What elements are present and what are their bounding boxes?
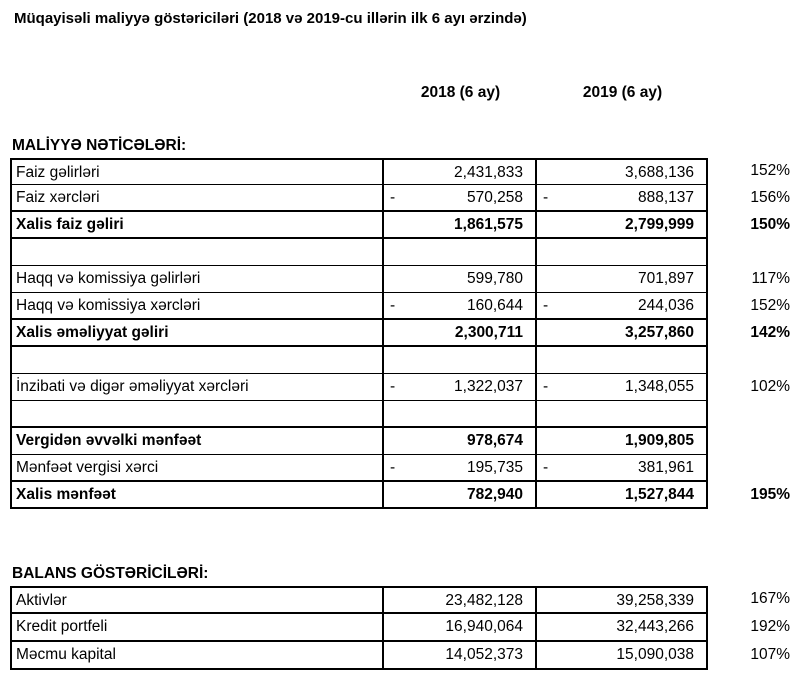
value-2018 bbox=[384, 586, 537, 614]
table-row bbox=[10, 428, 800, 455]
value-2018 bbox=[384, 374, 537, 401]
amount-2018: 1,322,037 bbox=[454, 378, 523, 395]
amount-2018: 2,431,833 bbox=[454, 164, 523, 181]
table-row bbox=[10, 239, 800, 266]
section-heading-financial-results: MALİYYƏ NƏTİCƏLƏRİ: bbox=[12, 137, 187, 154]
percent-change bbox=[708, 455, 790, 482]
amount-2018: 23,482,128 bbox=[445, 592, 523, 609]
amount-2019: 381,961 bbox=[637, 459, 694, 476]
minus-sign-2018: - bbox=[390, 378, 396, 395]
percent-change: 117% bbox=[751, 270, 790, 287]
amount-2018: 570,258 bbox=[466, 189, 523, 206]
value-2019 bbox=[537, 185, 708, 212]
row-label: Aktivlər bbox=[10, 586, 384, 614]
table-row bbox=[10, 455, 800, 482]
table-row bbox=[10, 185, 800, 212]
row-label: Faiz xərcləri bbox=[10, 185, 384, 212]
table-row bbox=[10, 347, 800, 374]
percent-change: 195% bbox=[750, 486, 790, 503]
page-title: Müqayisəli maliyyə göstəriciləri (2018 və 2019-cu illərin ilk 6 ayı ərzində) bbox=[14, 10, 527, 27]
table-row bbox=[10, 401, 800, 428]
value-2018 bbox=[384, 347, 537, 374]
minus-sign-2018: - bbox=[390, 297, 396, 314]
value-2019 bbox=[537, 428, 708, 455]
value-2018 bbox=[384, 614, 537, 642]
value-2018 bbox=[384, 158, 537, 185]
value-2019 bbox=[537, 374, 708, 401]
row-label: Xalis mənfəət bbox=[10, 482, 384, 509]
row-label: Xalis faiz gəliri bbox=[10, 212, 384, 239]
amount-2019: 3,688,136 bbox=[625, 164, 694, 181]
percent-change: 152% bbox=[750, 162, 790, 179]
amount-2019: 701,897 bbox=[637, 270, 694, 287]
percent-change: 167% bbox=[750, 590, 790, 607]
value-2018 bbox=[384, 239, 537, 266]
table-row bbox=[10, 320, 800, 347]
amount-2018: 782,940 bbox=[466, 486, 523, 503]
value-2018 bbox=[384, 320, 537, 347]
value-2018 bbox=[384, 185, 537, 212]
row-label: Məcmu kapital bbox=[10, 642, 384, 670]
value-2019 bbox=[537, 320, 708, 347]
percent-change bbox=[708, 239, 790, 266]
financial-results-table bbox=[10, 158, 800, 509]
minus-sign-2019: - bbox=[543, 459, 549, 476]
value-2019 bbox=[537, 401, 708, 428]
row-label: İnzibati və digər əməliyyat xərcləri bbox=[10, 374, 384, 401]
row-label bbox=[10, 239, 384, 266]
value-2018 bbox=[384, 428, 537, 455]
table-row bbox=[10, 586, 800, 614]
section-heading-balance-indicators: BALANS GÖSTƏRİCİLƏRİ: bbox=[12, 565, 209, 582]
amount-2018: 978,674 bbox=[466, 432, 523, 449]
value-2019 bbox=[537, 614, 708, 642]
percent-change bbox=[708, 401, 790, 428]
table-row bbox=[10, 212, 800, 239]
amount-2019: 3,257,860 bbox=[625, 324, 694, 341]
amount-2019: 2,799,999 bbox=[625, 216, 694, 233]
percent-change: 192% bbox=[750, 618, 790, 635]
amount-2019: 32,443,266 bbox=[616, 618, 694, 635]
balance-indicators-table bbox=[10, 586, 800, 670]
percent-change: 107% bbox=[750, 646, 790, 663]
row-label bbox=[10, 347, 384, 374]
value-2018 bbox=[384, 455, 537, 482]
value-2018 bbox=[384, 642, 537, 670]
amount-2019: 888,137 bbox=[637, 189, 694, 206]
value-2018 bbox=[384, 266, 537, 293]
amount-2018: 2,300,711 bbox=[454, 324, 523, 341]
value-2019 bbox=[537, 212, 708, 239]
value-2019 bbox=[537, 347, 708, 374]
table-row bbox=[10, 482, 800, 509]
row-label: Mənfəət vergisi xərci bbox=[10, 455, 384, 482]
row-label: Xalis əməliyyat gəliri bbox=[10, 320, 384, 347]
row-label: Kredit portfeli bbox=[10, 614, 384, 642]
row-label: Faiz gəlirləri bbox=[10, 158, 384, 185]
row-label: Haqq və komissiya xərcləri bbox=[10, 293, 384, 320]
percent-change: 102% bbox=[750, 378, 790, 395]
value-2019 bbox=[537, 266, 708, 293]
table-row bbox=[10, 614, 800, 642]
minus-sign-2019: - bbox=[543, 378, 549, 395]
row-label bbox=[10, 401, 384, 428]
percent-change bbox=[708, 428, 790, 455]
amount-2018: 14,052,373 bbox=[445, 646, 523, 663]
minus-sign-2019: - bbox=[543, 297, 549, 314]
column-header-2019: 2019 (6 ay) bbox=[582, 84, 663, 101]
percent-change: 152% bbox=[750, 297, 790, 314]
percent-change bbox=[708, 347, 790, 374]
amount-2019: 1,348,055 bbox=[625, 378, 694, 395]
amount-2018: 160,644 bbox=[466, 297, 523, 314]
amount-2019: 1,909,805 bbox=[625, 432, 694, 449]
row-label: Vergidən əvvəlki mənfəət bbox=[10, 428, 384, 455]
value-2018 bbox=[384, 401, 537, 428]
percent-change: 150% bbox=[750, 216, 790, 233]
table-row bbox=[10, 642, 800, 670]
minus-sign-2018: - bbox=[390, 459, 396, 476]
amount-2019: 1,527,844 bbox=[625, 486, 694, 503]
minus-sign-2019: - bbox=[543, 189, 549, 206]
value-2019 bbox=[537, 642, 708, 670]
column-header-spacer bbox=[10, 83, 384, 102]
table-row bbox=[10, 293, 800, 320]
value-2018 bbox=[384, 482, 537, 509]
amount-2019: 244,036 bbox=[637, 297, 694, 314]
value-2019 bbox=[537, 158, 708, 185]
amount-2019: 39,258,339 bbox=[616, 592, 694, 609]
table-row bbox=[10, 374, 800, 401]
column-header-2018: 2018 (6 ay) bbox=[420, 84, 501, 101]
amount-2018: 1,861,575 bbox=[454, 216, 523, 233]
row-label: Haqq və komissiya gəlirləri bbox=[10, 266, 384, 293]
amount-2019: 15,090,038 bbox=[616, 646, 694, 663]
value-2019 bbox=[537, 239, 708, 266]
column-headers-row bbox=[10, 83, 800, 102]
amount-2018: 16,940,064 bbox=[445, 618, 523, 635]
value-2018 bbox=[384, 293, 537, 320]
value-2019 bbox=[537, 586, 708, 614]
amount-2018: 195,735 bbox=[466, 459, 523, 476]
table-row bbox=[10, 158, 800, 185]
table-row bbox=[10, 266, 800, 293]
percent-change: 156% bbox=[750, 189, 790, 206]
percent-change: 142% bbox=[750, 324, 790, 341]
value-2019 bbox=[537, 293, 708, 320]
value-2019 bbox=[537, 482, 708, 509]
value-2019 bbox=[537, 455, 708, 482]
amount-2018: 599,780 bbox=[466, 270, 523, 287]
minus-sign-2018: - bbox=[390, 189, 396, 206]
value-2018 bbox=[384, 212, 537, 239]
